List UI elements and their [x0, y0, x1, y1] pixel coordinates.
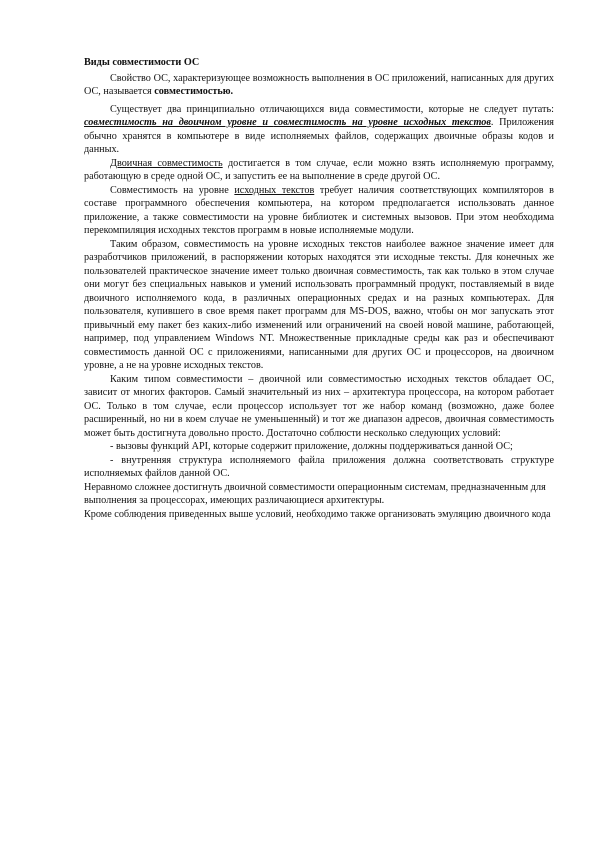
paragraph-7: Неравномо сложнее достигнуть двоичной совместимости операционным системам, предназначенным для выполнения за процессорах, имеющих различающиеся архитектуры.	[84, 481, 546, 506]
paragraph-4	[84, 184, 554, 238]
list-item-1: - вызовы функций API, которые содержит приложение, должны поддерживаться данной ОС;	[110, 441, 513, 452]
document-page	[84, 56, 554, 521]
paragraph-3	[84, 157, 554, 184]
paragraph-2-b: и	[256, 117, 274, 128]
paragraph-2-c: . Приложения обычно хранятся в компьютере в виде исполняемых файлов, содержащих двоичные образы кодов и данных.	[84, 117, 554, 155]
paragraph-1	[84, 72, 554, 99]
term-binary-compat: совместимость на двоичном уровне	[84, 117, 257, 128]
paragraph-2-a: Существует два принципиально отличающихся вида совместимости, которые не следует путать:	[110, 103, 554, 115]
paragraph-5: Таким образом, совместимость на уровне исходных текстов наиболее важное значение имеет для разработчиков приложений, в распоряжении которых находятся эти исходные тексты. Для конечных же пользователей практическое значение имеет только двоичная совместимость, так как только в этом случае они могут без специальных навыков и умений использовать программный продукт, поставляемый в виде двоичного исполняемого кода, в различных операционных средах и на разных компьютерах. Для пользователя, купившего в свое время пакет программ для MS-DOS, важно, чтобы он мог запускать этот привычный ему пакет без каких-либо изменений или ограничений на своей новой машине, работающей, например, под управлением Windows NT. Множественные прикладные среды как раз и обеспечивают совместимость данной ОС с приложениями, написанными для других ОС и процессоров, на двоичном уровне, а не на уровне исходных текстов.	[84, 238, 554, 371]
paragraph-3-term: Двоичная совместимость	[110, 157, 223, 169]
paragraph-8: Кроме соблюдения приведенных выше условий, необходимо также организовать эмуляцию двоичного кода	[84, 508, 551, 520]
paragraph-6: Каким типом совместимости – двоичной или совместимостью исходных текстов обладает ОС, зависит от многих факторов. Самый значительный из них – архитектура процессора, на котором работает ОС. Только в том случае, если процессор использует тот же набор команд (возможно, даже более расширенный, но ни в коем случае не уменьшенный) и тот же диапазон адресов, двоичная совместимость может быть достигнута довольно просто. Достаточно соблюсти несколько следующих условий:	[84, 373, 554, 439]
paragraph-3-text: достигается в том случае, если можно взять исполняемую программу, работающую в среде одной ОС, и запустить ее на выполнение в среде другой ОС.	[84, 157, 554, 182]
term-source-compat: совместимость на уровне исходных текстов	[273, 117, 491, 128]
paragraph-1-text: Свойство ОС, характеризующее возможность выполнения в ОС приложений, написанных для других ОС, называется	[84, 72, 554, 97]
list-item-2: - внутренняя структура исполняемого файла приложения должна соответствовать структуре исполняемых файлов данной ОС.	[84, 454, 554, 479]
paragraph-4-a: Совместимость на уровне	[110, 184, 235, 196]
paragraph-2	[84, 103, 554, 157]
document-title: Виды совместимости ОС	[84, 57, 200, 68]
paragraph-4-term: исходных текстов	[234, 184, 315, 196]
paragraph-1-term: совместимостью.	[154, 86, 234, 97]
paragraph-4-b: требует наличия соответствующих компиляторов в составе программного обеспечения компьютера, на котором предполагается использовать данное приложение, а также совместимости на уровне библиотек и системных вызовов. При этом необходима перекомпиляция исходных текстов программ в новые исполняемые модули.	[84, 184, 554, 236]
